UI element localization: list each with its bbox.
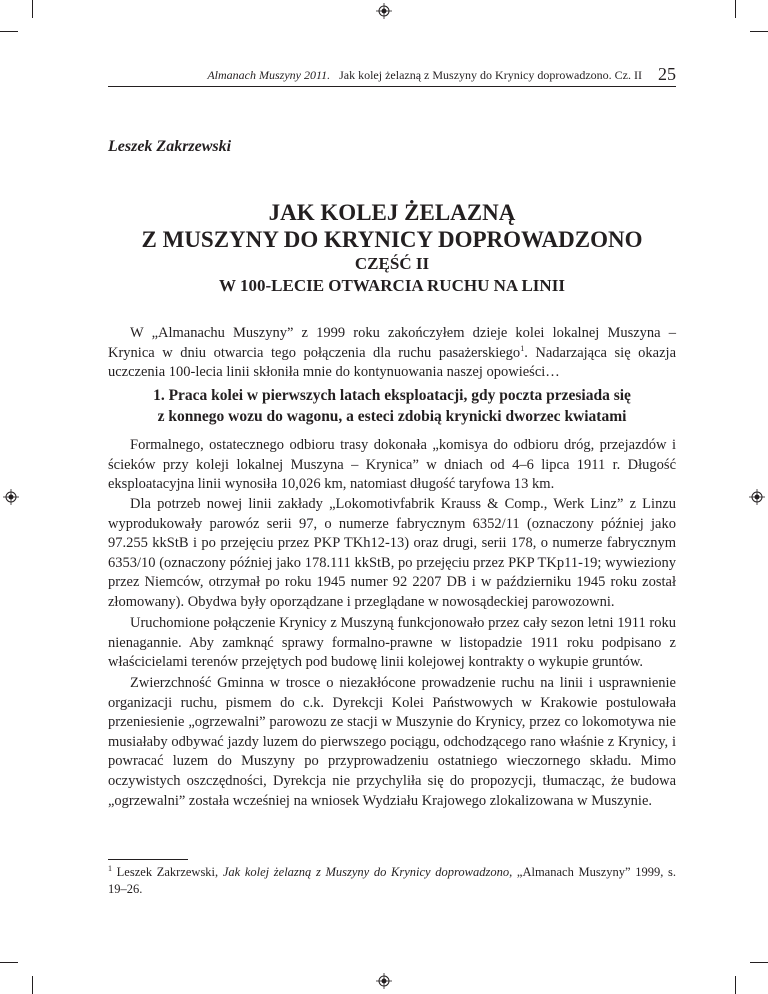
crop-mark: [32, 0, 33, 18]
journal-name: Almanach Muszyny 2011.: [207, 68, 331, 82]
paragraph-text: Dla potrzeb nowej linii zakłady „Lokomotivfabrik Krauss & Comp., Werk Linz” z Linzu wyprodukowały parowóz serii 97, o numerze fabrycznym 6352/11 (oznaczony później jako 97.255 kkStB i po przejęciu przez PKP TKh12-13) oraz drugi, serii 178, o numerze fabrycznym 6353/10 (oznaczony później jako 178.111 kkStB, po przejęciu przez PKP TKp11-19; wywieziony przez Niemców, otrzymał po roku 1945 numer 92 2207 DB i w październiku 1945 roku został złomowany). Obydwa były oporządzane i przeglądane w nowosądeckiej parowozowni.: [108, 496, 676, 610]
section-heading-line-2: z konnego wozu do wagonu, a esteci zdobią krynicki dworzec kwiatami: [157, 408, 627, 425]
paragraph-text: Uruchomione połączenie Krynicy z Muszyną funkcjonowało przez cały sezon letni 1911 roku nienagannie. Aby zamknąć sprawy formalno-prawne w listopadzie 1911 roku podpisano z właścicielami terenów przejętych pod budowę linii kolejowej kontrakty o wykupie gruntów.: [108, 615, 676, 671]
footnote-number: 1: [108, 863, 112, 873]
paragraph-text: Formalnego, ostatecznego odbioru trasy dokonała „komisya do odbioru dróg, przejazdów i ścieków przy koleji lokalnej Muszyna – Krynica” w dniach od 4–6 lipca 1911 r. Długość eksploatacyjna linii wynosiła 10,026 km, natomiast długość taryfowa 13 km.: [108, 437, 676, 493]
footnote-author: Leszek Zakrzewski,: [116, 865, 223, 879]
registration-mark-icon: [749, 489, 765, 505]
intro-text-end: . Nadarzająca się okazja uczczenia 100-lecia linii skłoniła mnie do kontynuowania naszej opowieści…: [108, 344, 676, 381]
body-paragraph: [108, 495, 676, 613]
article-title-line-2: Z MUSZYNY DO KRYNICY DOPROWADZONO: [141, 227, 643, 252]
paragraph-text: Zwierzchność Gminna w trosce o niezakłócone prowadzenie ruchu na linii i usprawnienie organizacji ruchu, pismem do c.k. Dyrekcji Kolei Państwowych w Krakowie postulowała przeniesienie „ogrzewalni” parowozu ze stacji w Muszynie do Krynicy, przez co lokomotywa nie musiałaby odbywać jazdy luzem do pierwszego pociągu, odchodzącego rano właśnie z Krynicy, i powracać luzem do Muszyny po przyprowadzeniu ostatniego wieczornego składu. Mimo oczywistych oszczędności, Dyrekcja nie przychyliła się do propozycji, tłumacząc, że budowa „ogrzewalni” została wcześniej na wniosek Wydziału Krajowego zlokalizowana w Muszynie.: [108, 675, 676, 809]
article-subtitle: W 100-LECIE OTWARCIA RUCHU NA LINII: [219, 276, 565, 295]
crop-mark: [735, 0, 736, 18]
registration-mark-icon: [3, 489, 19, 505]
crop-mark: [750, 962, 768, 963]
body-paragraph: [108, 674, 676, 811]
intro-text-start: W „Almanachu Muszyny” z 1999 roku zakończyłem dzieje kolei lokalnej Muszyna – Krynica w dniu otwarcia tego połączenia dla ruchu pasażerskiego: [108, 325, 676, 361]
footnote: [108, 864, 676, 898]
footnote-rule: [108, 859, 188, 860]
intro-paragraph: [108, 324, 676, 383]
running-header: [108, 64, 676, 86]
section-heading-line-1: 1. Praca kolei w pierwszych latach eksploatacji, gdy poczta przesiada się: [153, 387, 631, 404]
crop-mark: [32, 976, 33, 994]
footnote-reference: 1: [520, 343, 525, 353]
page-number: 25: [658, 64, 676, 84]
section-heading: [108, 385, 676, 427]
article-short-title: Jak kolej żelazną z Muszyny do Krynicy doprowadzono. Cz. II: [339, 68, 642, 82]
running-title: [207, 68, 642, 83]
registration-mark-icon: [376, 3, 392, 19]
registration-mark-icon: [376, 973, 392, 989]
crop-mark: [0, 31, 18, 32]
crop-mark: [735, 976, 736, 994]
header-rule: [108, 86, 676, 87]
body-paragraph: [108, 614, 676, 673]
body-paragraph: [108, 436, 676, 495]
article-part: CZĘŚĆ II: [354, 254, 430, 273]
crop-mark: [0, 962, 18, 963]
footnote-work-title: Jak kolej żelazną z Muszyny do Krynicy doprowadzono: [222, 865, 510, 879]
author-name: Leszek Zakrzewski: [108, 138, 232, 155]
article-title-line-1: JAK KOLEJ ŻELAZNĄ: [268, 200, 516, 225]
crop-mark: [750, 31, 768, 32]
footnote-source: , „Almanach Muszyny” 1999, s. 19–26.: [108, 865, 677, 896]
